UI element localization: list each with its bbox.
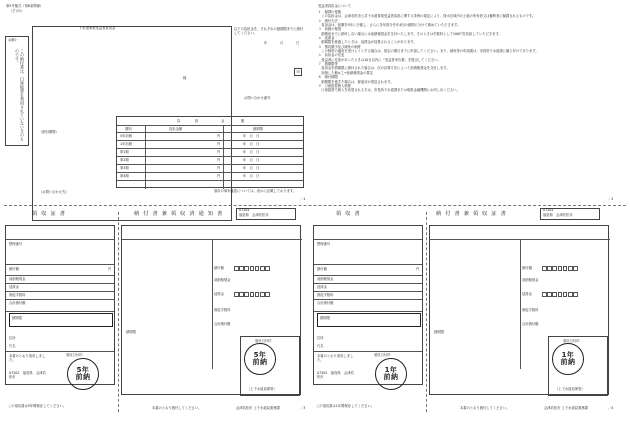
page2-paragraph: この負担金は、会津若松市公共下水道事業受益者負担に関する条例の規定により、排水区域内の土地の所有者又は権利者に賦課されるものです。 (318, 14, 536, 19)
notice-main (429, 225, 609, 395)
form-id-line1: 第5号様式（第6条関係） (6, 4, 44, 8)
page2-paragraph: ９ 口座振替納入制度 (318, 83, 351, 88)
name-label: 氏名 (317, 344, 324, 348)
row-label: 延滞金 (317, 285, 327, 289)
seal-line-2: 前納 (383, 373, 399, 381)
page2-number: ／2 (608, 197, 614, 201)
row-label: 前納報奨金 (317, 277, 334, 281)
page2-paragraph: 口座振替で納入を希望される方は、市役所下水道課または取扱金融機関にお申し出ください。 (318, 88, 460, 93)
late-fee-label: 延滞金 (214, 292, 224, 296)
row-period: 第4期 (120, 174, 129, 178)
contact-label: お問い合わせ番号 (244, 96, 271, 100)
receipt-stub (313, 225, 423, 385)
notice-intro: 以下の負担金を、それぞれの納期限までに納付してください。 (234, 27, 304, 35)
municipality: 07202 福島県 会津若松市 (9, 371, 46, 380)
row-yen: 円 (217, 150, 221, 154)
digit-boxes (234, 292, 270, 297)
foot-right: 会津若松市 上下水道局業務課 (236, 406, 280, 410)
form-id-line2: （その1） (9, 9, 25, 13)
sub-header-2: 担 (195, 119, 199, 123)
payee-copy-label: （上下水道局保管） (247, 387, 277, 391)
seal-line-2: 前納 (75, 373, 91, 381)
sub-header-3: 金 (221, 119, 225, 123)
receipt-stub (5, 225, 115, 385)
row-yen: 円 (217, 134, 221, 138)
late-fee-label: 延滞金 (522, 292, 532, 296)
digit-boxes (234, 266, 270, 271)
notice-title-bottom: 納 付 書 兼 領 収 証 書 (436, 211, 508, 217)
account-box (540, 208, 600, 220)
deadline-box-label: 領収日付印 (563, 339, 580, 343)
notice-title: 下水道事業受益者負担金 (79, 26, 116, 30)
row-deadline: 年 月 日 (243, 166, 260, 170)
notice-main (121, 225, 301, 395)
one-year-prepay-seal (552, 343, 584, 375)
foot-right: 会津若松市 上下水道局業務課 (544, 406, 588, 410)
row-yen: 円 (217, 158, 221, 162)
row-label: 合計納付額 (317, 301, 334, 305)
page2-paragraph: ８ 納付期限 (318, 75, 338, 80)
seal-line-1: 5年 (253, 350, 267, 359)
foot-left: この領収書は5年間保存してください。 (8, 404, 67, 408)
date-month: 月 (280, 41, 284, 45)
sub-header-1: 負 (177, 119, 181, 123)
row-yen: 円 (217, 166, 221, 170)
stamp-label: 本書のとおり領収しました。 (317, 354, 354, 363)
account-number: 07202 (543, 208, 554, 212)
stamp-label: 本書のとおり領収しました。 (9, 354, 46, 363)
page2-paragraph: ５ 徴収猶予及び減免の制度 (318, 44, 361, 49)
row-label: 整理番号 (9, 242, 23, 246)
row-deadline: 年 月 日 (243, 174, 260, 178)
page2-paragraph: ４ 延滞金 (318, 36, 335, 41)
receipt-title: 領 収 書 (336, 211, 361, 217)
seal-mark-box (294, 68, 302, 76)
page2-paragraph: 負担金は、総額を5年に分割し、さらに各年度分を年4回の納期に分けて納めていただきます。 (318, 23, 461, 28)
payment-deadline: 納期限 (126, 330, 136, 334)
municipality: 07202 福島県 会津若松市 (317, 371, 354, 380)
perforation (118, 212, 119, 412)
seal-mark: 印 (296, 69, 300, 74)
ribbon-label: お願い (8, 38, 18, 42)
payee-name: 福島県 会津若松市 (543, 213, 573, 217)
page2-heading: 受益者負担金について (318, 4, 351, 8)
page2-paragraph: ６ 負担金の変更 (318, 53, 345, 58)
total-label: 合計納付額 (522, 322, 539, 326)
row-label: 納付額 (317, 267, 327, 271)
address-label: 住所 (9, 336, 16, 340)
page2-paragraph: 受益者に変更があったときは10日以内に「受益者申告書」を提出してください。 (318, 57, 441, 62)
row-period: 第2期 (120, 158, 129, 162)
page2-paragraph: 納期限を経過したときは、延滞金が加算されることがあります。 (318, 40, 417, 45)
page2-paragraph: ２ 納付方法 (318, 18, 338, 23)
perforation (426, 212, 427, 412)
page1-left-strip (5, 36, 29, 146)
strip-text: この納付書は、口座振替を利用されていない方のものです。 (15, 49, 25, 141)
page4-number: ／4 (608, 406, 614, 410)
header-period: 期別 (125, 127, 132, 131)
payment-deadline-label: 納期限 (320, 316, 330, 320)
page1-schedule-table (116, 116, 304, 188)
cut-line (4, 205, 626, 206)
page1-number: ／1 (300, 197, 306, 201)
total-label: 合計納付額 (214, 322, 231, 326)
account-number: 07202 (239, 208, 250, 212)
seal-line-2: 前納 (560, 358, 576, 366)
payment-deadline-box (317, 313, 421, 327)
date-year: 年 (264, 41, 268, 45)
header-amount: 負担金額 (169, 127, 183, 131)
page2-paragraph: ３ 前納の報奨 (318, 27, 342, 32)
row-period: 5年前納 (120, 134, 132, 138)
row-deadline: 年 月 日 (243, 158, 260, 162)
page2-paragraph: 負担金を納期限に納付された場合は、次の計算方法によって前納報奨金を交付します。 (318, 66, 450, 71)
seal-line-1: 5年 (76, 365, 90, 374)
five-year-prepay-seal (67, 358, 99, 390)
page2-paragraph: 前納した額×之→前納報奨金の算定 (318, 70, 373, 75)
row-period: 1年前納 (120, 142, 132, 146)
page2-paragraph: ７ 納期限等 (318, 62, 338, 67)
page2-body (318, 11, 622, 94)
page3-number: ／3 (300, 406, 306, 410)
payment-deadline-box (9, 313, 113, 327)
page2-paragraph: １ 賦課の根拠 (318, 10, 342, 14)
deadline-box-label: 領収日付印 (66, 353, 83, 357)
row-label: 督促手数料 (9, 293, 26, 297)
notice-title-bottom: 納 付 書 兼 領 収 済 通 知 書 (134, 211, 224, 217)
five-year-prepay-seal (244, 343, 276, 375)
one-year-prepay-seal (375, 358, 407, 390)
address-label: 住所 (317, 336, 324, 340)
deadline-box-label: 領収日付印 (374, 353, 391, 357)
page2-paragraph: この制度の適用を受けようとする場合は、指定の期日までに申請してください。また、減免等の申請書は、市役所下水道課に備え付けてあります。 (318, 49, 539, 54)
digit-boxes (542, 292, 578, 297)
reminder-fee-label: 督促手数料 (214, 308, 231, 312)
row-period: 第1期 (120, 150, 129, 154)
seal-line-1: 1年 (561, 350, 575, 359)
page2-paragraph: 納期限を過ぎた場合は、督促状が発送されます。 (318, 79, 394, 84)
digit-boxes (542, 266, 578, 271)
row-label: 納付額 (9, 267, 19, 271)
page1-contact: （お問い合わせ先） (39, 190, 69, 194)
row-label: 前納報奨金 (9, 277, 26, 281)
date-day: 日 (296, 41, 300, 45)
page2-paragraph: 納期前までに納付しない場合には前納報奨金を交付いたします。そのときは手数料として100円を負担していただきます。 (318, 31, 502, 36)
header-deadline: 納期限 (253, 127, 263, 131)
row-yen: 円 (217, 174, 221, 178)
addressee-suffix: 様 (183, 76, 187, 80)
payee-name: 福島県 会津若松市 (239, 213, 269, 217)
foot-center: 本書のとおり納付してください。 (460, 406, 510, 410)
amount-due-label: 納付額 (522, 266, 532, 270)
amount-due-label: 納付額 (214, 266, 224, 270)
row-deadline: 年 月 日 (243, 142, 260, 146)
row-yen: 円 (217, 142, 221, 146)
row-deadline: 年 月 日 (243, 134, 260, 138)
reminder-fee-label: 督促手数料 (522, 308, 539, 312)
payment-deadline-label: 納期限 (12, 316, 22, 320)
payee-copy-label: （上下水道局保管） (555, 387, 585, 391)
prepay-reward-label: 前納報奨金 (214, 278, 231, 282)
seal-line-2: 前納 (252, 358, 268, 366)
row-label: 督促手数料 (317, 293, 334, 297)
row-yen: 円 (416, 267, 420, 271)
row-yen: 円 (108, 267, 112, 271)
account-box (236, 208, 296, 220)
row-label: 合計納付額 (9, 301, 26, 305)
row-label: 延滞金 (9, 285, 19, 289)
seal-line-1: 1年 (384, 365, 398, 374)
foot-left: この領収書は1年間保存してください。 (316, 404, 375, 408)
payment-deadline: 納期限 (434, 330, 444, 334)
row-label: 整理番号 (317, 242, 331, 246)
sub-header-4: 額 (241, 119, 245, 123)
row-period: 第3期 (120, 166, 129, 170)
deadline-box-label: 領収日付印 (255, 339, 272, 343)
prepay-reward-label: 前納報奨金 (522, 278, 539, 282)
page1-payee-label: （納付期間） (39, 130, 59, 134)
name-label: 氏名 (9, 344, 16, 348)
footer-note: 領収の事実確認については、表示に記載しております。 (214, 189, 297, 193)
row-deadline: 年 月 日 (243, 150, 260, 154)
foot-center: 本書のとおり納付してください。 (152, 406, 202, 410)
receipt-title: 領 収 証 書 (32, 211, 67, 217)
